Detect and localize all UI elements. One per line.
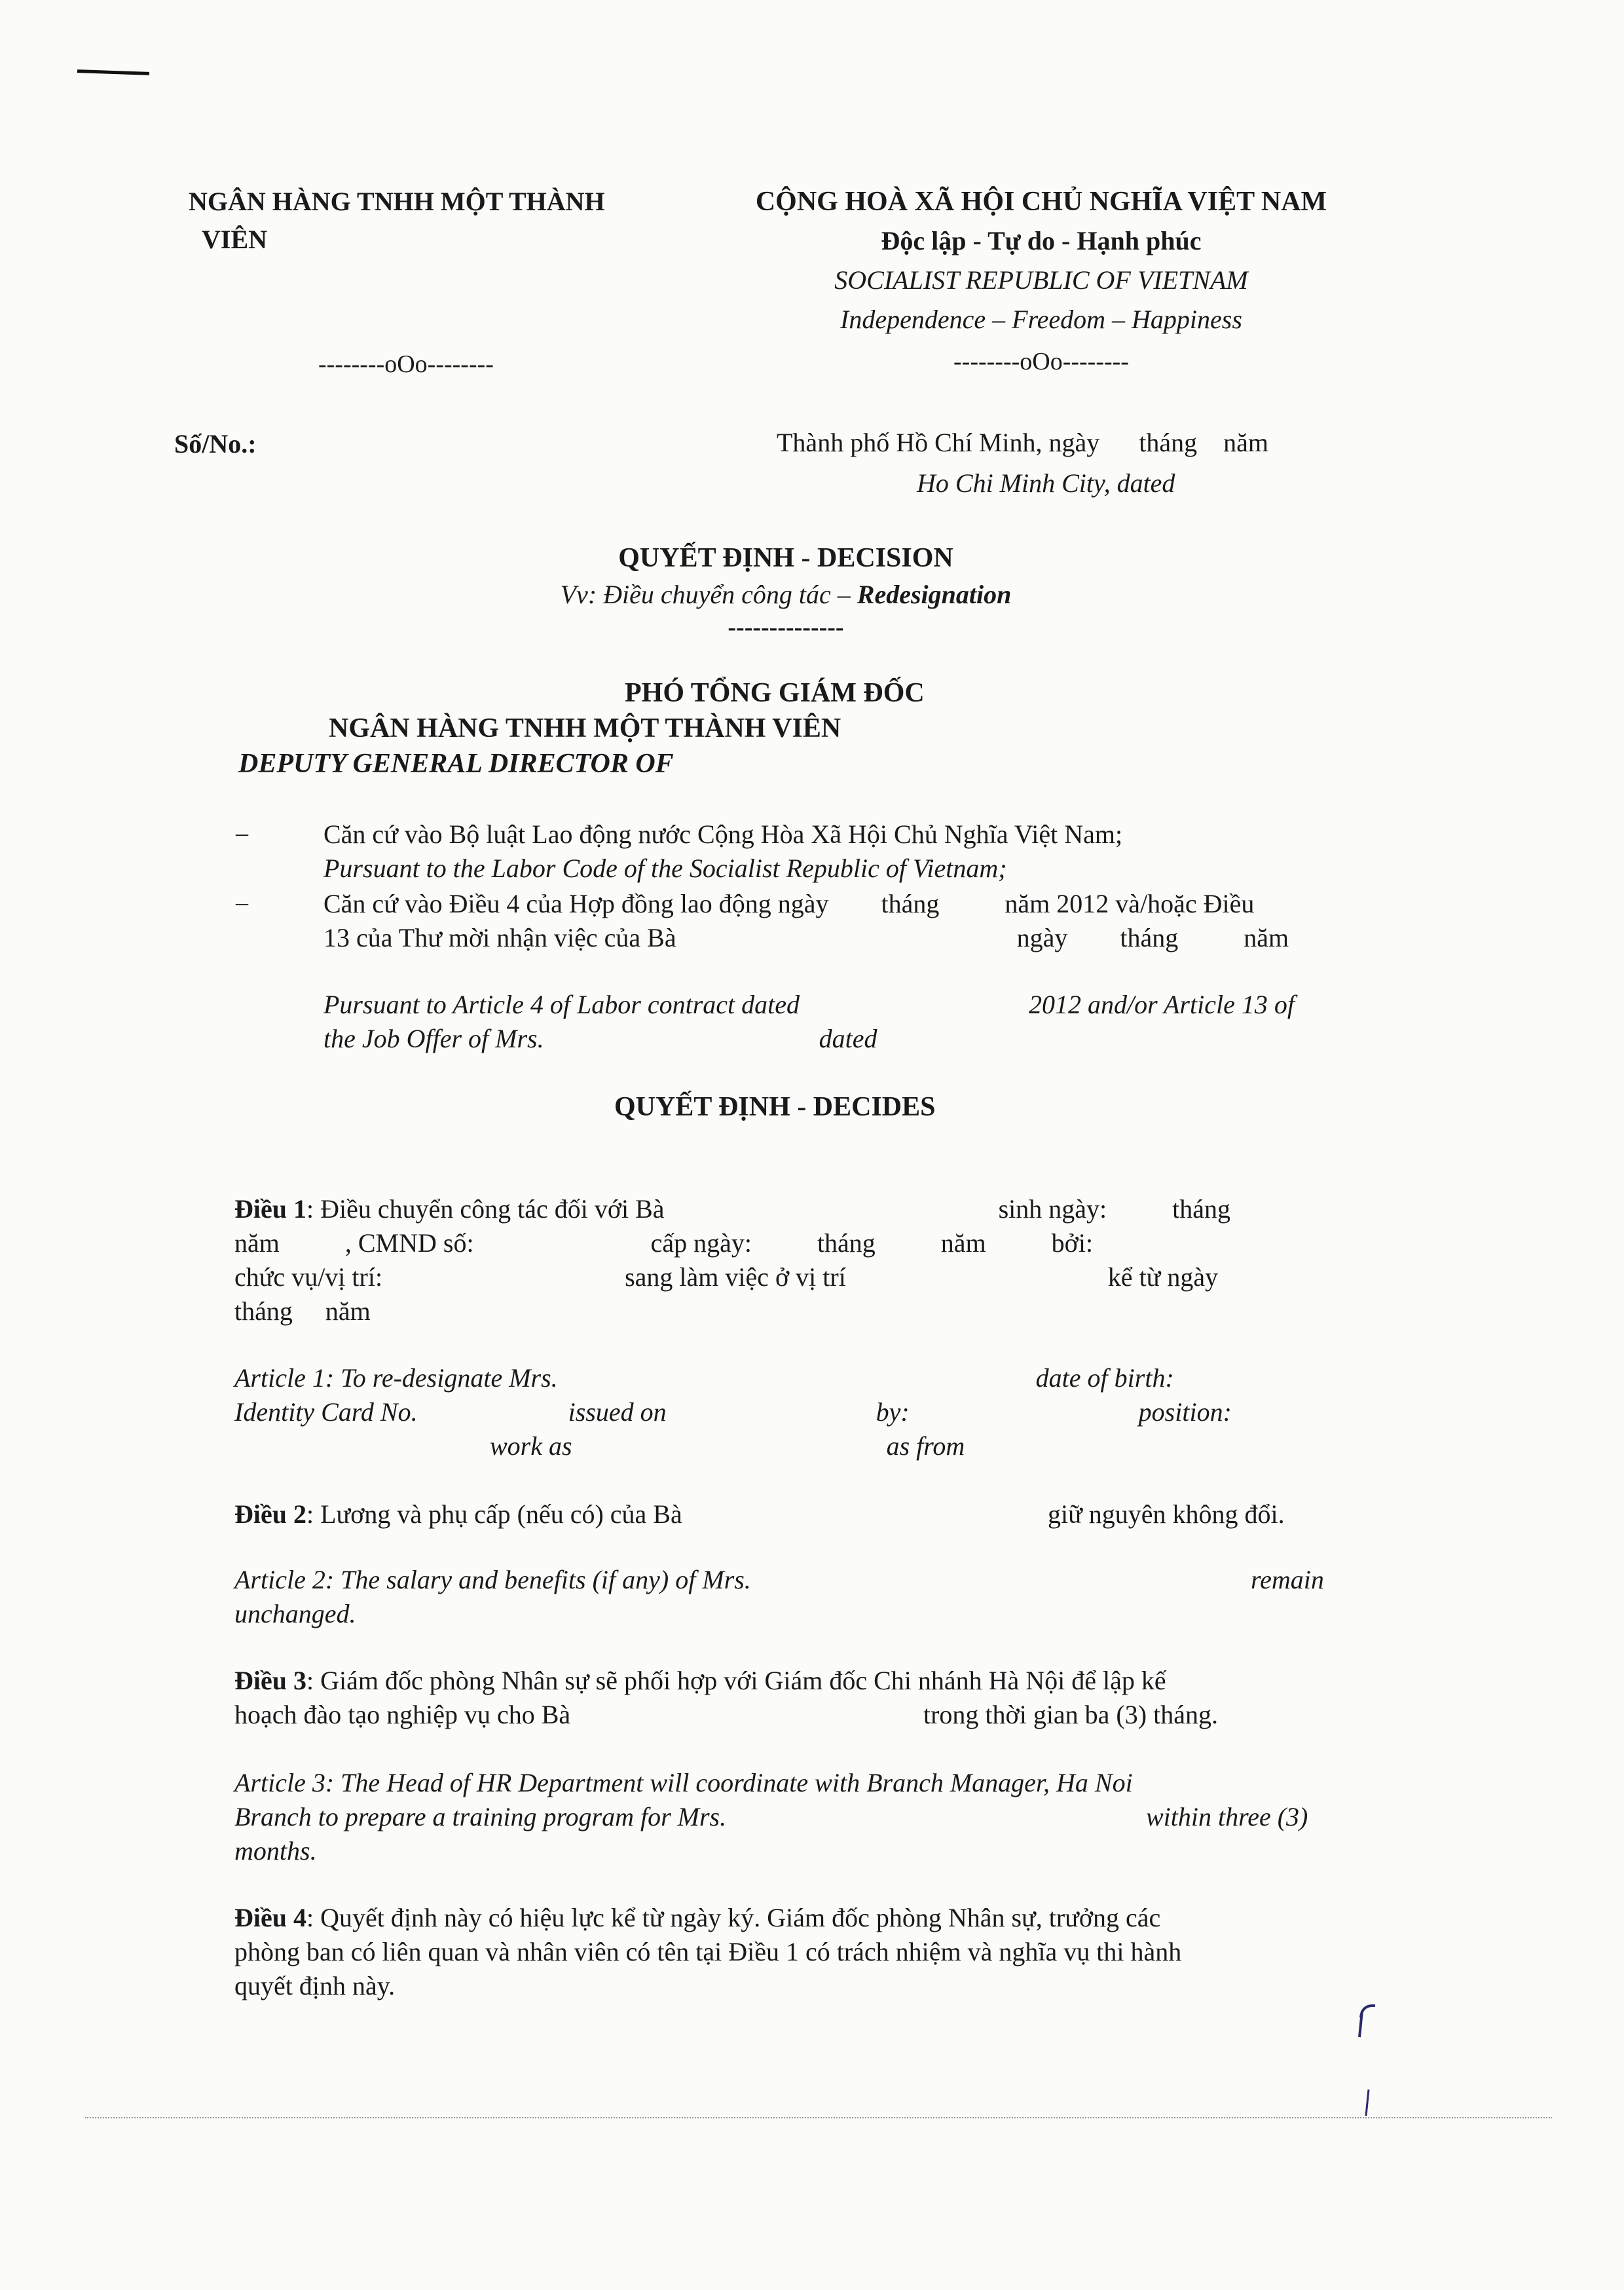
article-2-en-label: Article 2 bbox=[234, 1565, 325, 1594]
article-3-en-label: Article 3 bbox=[234, 1768, 325, 1797]
article-3-vn-line1 bbox=[234, 1665, 1166, 1696]
article-3-en-line3: months. bbox=[234, 1836, 317, 1866]
article-1-vn-line2: năm , CMND số: cấp ngày: tháng năm bởi: bbox=[234, 1228, 1094, 1258]
country-name-en: SOCIALIST REPUBLIC OF VIETNAM bbox=[834, 265, 1248, 295]
decision-subject bbox=[0, 579, 1572, 610]
authority-en: DEPUTY GENERAL DIRECTOR OF bbox=[238, 749, 674, 779]
article-3-en-line1 bbox=[234, 1767, 1133, 1798]
article-2-en-tail: remain bbox=[1251, 1565, 1324, 1594]
article-4-vn-label: Điều 4 bbox=[234, 1903, 306, 1932]
motto-vn: Độc lập - Tự do - Hạnh phúc bbox=[881, 226, 1202, 255]
decides-heading: QUYẾT ĐỊNH - DECIDES bbox=[614, 1092, 936, 1122]
doc-number-label: Số/No.: bbox=[174, 429, 257, 459]
authority-bank: NGÂN HÀNG TNHH MỘT THÀNH VIÊN bbox=[329, 713, 841, 743]
article-1-en-line2: Identity Card No. issued on by: position: bbox=[234, 1397, 1232, 1427]
article-2-vn bbox=[234, 1499, 682, 1530]
article-1-en-line3: work as as from bbox=[234, 1431, 965, 1461]
article-3-en-line2: Branch to prepare a training program for Mrs. bbox=[234, 1802, 727, 1831]
subject-en: Redesignation bbox=[857, 580, 1012, 609]
country-name-vn: CỘNG HOÀ XÃ HỘI CHỦ NGHĨA VIỆT NAM bbox=[755, 187, 1327, 217]
article-2-en-line2: unchanged. bbox=[234, 1599, 356, 1628]
article-2-vn-text: : Lương và phụ cấp (nếu có) của Bà bbox=[306, 1499, 682, 1529]
article-2-en-line1 bbox=[234, 1564, 751, 1595]
place-date-en: Ho Chi Minh City, dated bbox=[917, 468, 1175, 498]
article-1-vn-line3: chức vụ/vị trí: sang làm việc ở vị trí kể từ ngày bbox=[234, 1262, 1219, 1292]
article-4-vn-line1 bbox=[234, 1902, 1160, 1933]
motto-en: Independence – Freedom – Happiness bbox=[840, 305, 1242, 334]
authority-title: PHÓ TỔNG GIÁM ĐỐC bbox=[625, 678, 925, 708]
article-3-en-tail: within three (3) bbox=[1146, 1802, 1308, 1831]
recital-1-en: Pursuant to the Labor Code of the Socialist Republic of Vietnam; bbox=[323, 854, 1007, 883]
article-1-en-line1 bbox=[234, 1362, 1174, 1393]
title-rule: -------------- bbox=[728, 614, 844, 641]
recital-2-vn-line2: 13 của Thư mời nhận việc của Bà ngày tháng năm bbox=[323, 923, 1289, 952]
article-1-vn-text1: : Điều chuyển công tác đối với Bà sinh ngày: tháng bbox=[306, 1194, 1230, 1224]
bank-name-line1: NGÂN HÀNG TNHH MỘT THÀNH bbox=[189, 187, 605, 216]
subject-sep: – bbox=[830, 580, 857, 609]
bank-separator: --------oOo-------- bbox=[318, 350, 494, 378]
recital-2-en-line1: Pursuant to Article 4 of Labor contract dated 2012 and/or Article 13 of bbox=[323, 990, 1295, 1019]
article-1-vn-label: Điều 1 bbox=[234, 1194, 306, 1224]
article-3-en-text1: : The Head of HR Department will coordinate with Branch Manager, Ha Noi bbox=[325, 1768, 1133, 1797]
article-3-vn-tail: trong thời gian ba (3) tháng. bbox=[923, 1700, 1218, 1729]
bank-name-line2: VIÊN bbox=[202, 225, 268, 254]
article-1-vn-line1 bbox=[234, 1193, 1230, 1224]
article-2-vn-label: Điều 2 bbox=[234, 1499, 306, 1529]
recital-bullet-1: – bbox=[236, 819, 248, 847]
article-4-vn-line2: phòng ban có liên quan và nhân viên có tên tại Điều 1 có trách nhiệm và nghĩa vụ thi hành bbox=[234, 1937, 1182, 1966]
place-date-vn: Thành phố Hồ Chí Minh, ngày tháng năm bbox=[777, 428, 1269, 457]
article-4-vn-text1: : Quyết định này có hiệu lực kể từ ngày ký. Giám đốc phòng Nhân sự, trưởng các bbox=[306, 1903, 1161, 1932]
recital-1-vn: Căn cứ vào Bộ luật Lao động nước Cộng Hòa Xã Hội Chủ Nghĩa Việt Nam; bbox=[323, 819, 1123, 849]
recital-2-en-line2: the Job Offer of Mrs. dated bbox=[323, 1024, 877, 1053]
article-3-vn-text1: : Giám đốc phòng Nhân sự sẽ phối hợp với Giám đốc Chi nhánh Hà Nội để lập kế bbox=[306, 1666, 1166, 1695]
decision-title: QUYẾT ĐỊNH - DECISION bbox=[618, 543, 953, 573]
recital-2-vn-line1: Căn cứ vào Điều 4 của Hợp đồng lao động ngày tháng năm 2012 và/hoặc Điều bbox=[323, 889, 1255, 918]
country-separator: --------oOo-------- bbox=[953, 348, 1129, 375]
article-1-en-text1: : To re-designate Mrs. date of birth: bbox=[325, 1363, 1174, 1393]
pen-mark bbox=[1349, 1991, 1401, 2122]
article-1-en-label: Article 1 bbox=[234, 1363, 325, 1393]
recital-bullet-2: – bbox=[236, 889, 248, 916]
article-1-vn-line4: tháng năm bbox=[234, 1296, 371, 1326]
article-3-vn-line2: hoạch đào tạo nghiệp vụ cho Bà bbox=[234, 1700, 571, 1729]
article-2-vn-tail: giữ nguyên không đổi. bbox=[1048, 1499, 1285, 1529]
fold-line bbox=[85, 2117, 1552, 2118]
scan-mark bbox=[77, 69, 149, 75]
article-3-vn-label: Điều 3 bbox=[234, 1666, 306, 1695]
article-4-vn-line3: quyết định này. bbox=[234, 1971, 396, 2000]
subject-vn: Vv: Điều chuyển công tác bbox=[560, 580, 831, 609]
article-2-en-text: : The salary and benefits (if any) of Mrs. bbox=[325, 1565, 751, 1594]
